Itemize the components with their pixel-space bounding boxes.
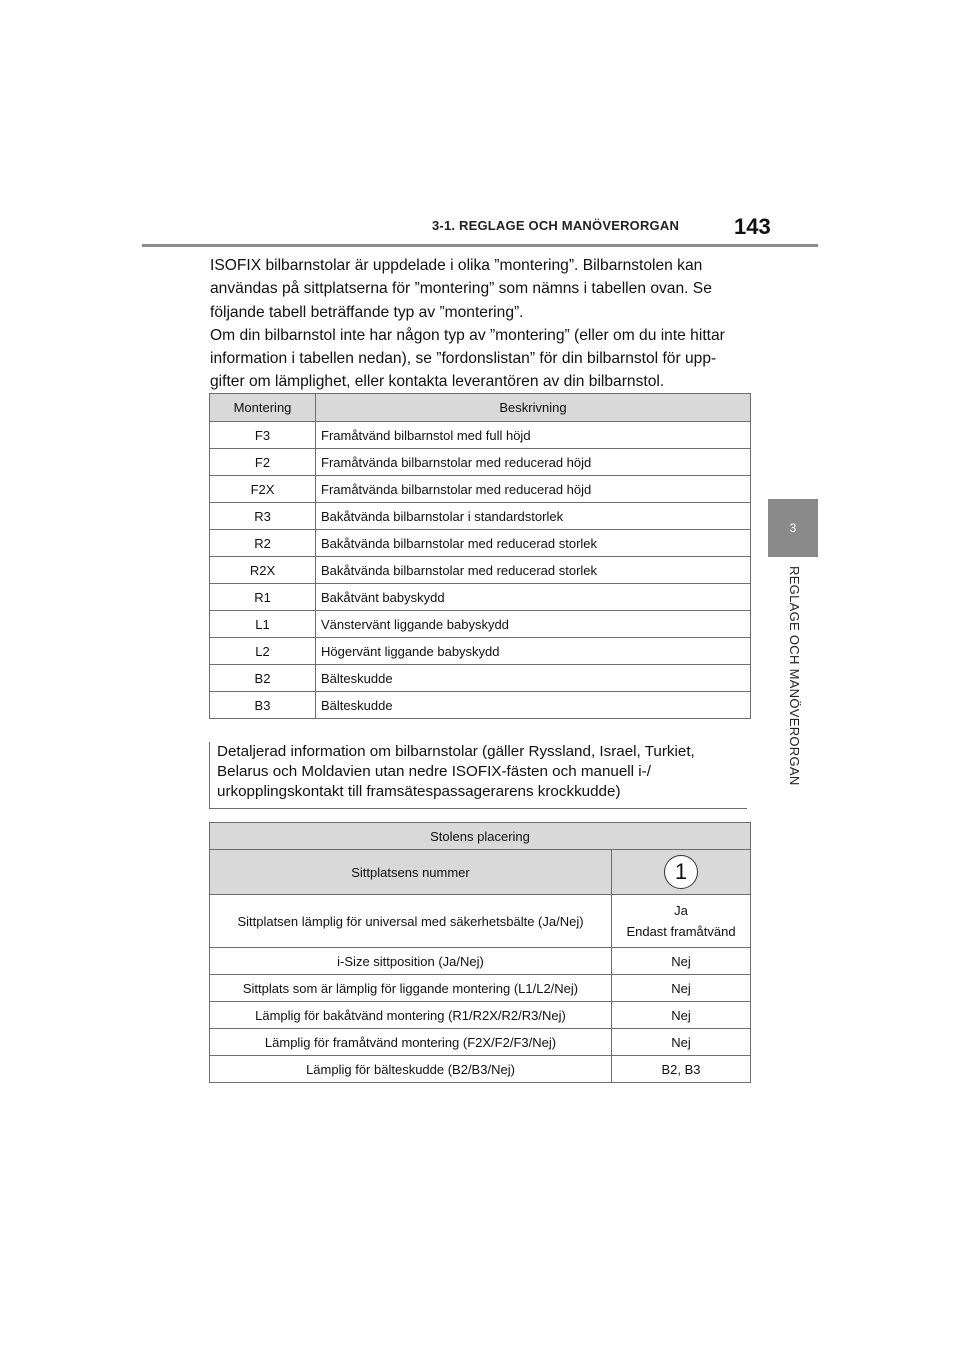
mounting-description: Bakåtvända bilbarnstolar med reducerad storlek: [316, 530, 751, 557]
mounting-description: Framåtvända bilbarnstolar med reducerad höjd: [316, 449, 751, 476]
table-row: [210, 895, 751, 948]
detail-note: [209, 742, 747, 809]
seat-row-value: Nej: [612, 975, 751, 1002]
table-row: [210, 530, 751, 557]
mounting-description: Högervänt liggande babyskydd: [316, 638, 751, 665]
mounting-description: Bakåtvänt babyskydd: [316, 584, 751, 611]
mounting-code: R1: [210, 584, 316, 611]
table-row: [210, 975, 751, 1002]
table-row: [210, 557, 751, 584]
mounting-table: [209, 393, 751, 719]
mounting-code: L1: [210, 611, 316, 638]
table-row: [210, 584, 751, 611]
note-line: urkopplingskontakt till framsätespassagerarens krockkudde): [217, 783, 621, 800]
column-header-beskrivning: Beskrivning: [316, 394, 751, 422]
mounting-description: Bakåtvända bilbarnstolar i standardstorlek: [316, 503, 751, 530]
seat-row-value: Nej: [612, 1029, 751, 1056]
table-header-row: [210, 823, 751, 850]
seat-row-value: Nej: [612, 948, 751, 975]
seat-placement-table: [209, 822, 751, 1083]
intro-line: information i tabellen nedan), se ”fordonslistan” för din bilbarnstol för upp-: [210, 350, 717, 368]
table-row: [210, 422, 751, 449]
mounting-description: Framåtvänd bilbarnstol med full höjd: [316, 422, 751, 449]
intro-paragraph-2: [210, 324, 758, 394]
intro-line: följande tabell beträffande typ av ”montering”.: [210, 303, 524, 321]
mounting-description: Bälteskudde: [316, 665, 751, 692]
intro-line: Om din bilbarnstol inte har någon typ av ”montering” (eller om du inte hittar: [210, 326, 725, 344]
mounting-code: F2X: [210, 476, 316, 503]
intro-text: [210, 254, 758, 394]
table-row: [210, 1002, 751, 1029]
intro-line: ISOFIX bilbarnstolar är uppdelade i olika ”montering”. Bilbarnstolen kan: [210, 257, 703, 274]
mounting-code: L2: [210, 638, 316, 665]
seat-row-value: B2, B3: [612, 1056, 751, 1083]
mounting-description: Framåtvända bilbarnstolar med reducerad höjd: [316, 476, 751, 503]
section-title: 3-1. REGLAGE OCH MANÖVERORGAN: [432, 218, 680, 233]
seat-number-cell: [612, 850, 751, 895]
table-row: [210, 1029, 751, 1056]
table-row: [210, 1056, 751, 1083]
mounting-code: F2: [210, 449, 316, 476]
table-row: [210, 948, 751, 975]
mounting-code: R2X: [210, 557, 316, 584]
seat-row-value: Nej: [612, 1002, 751, 1029]
header-divider: [142, 244, 818, 247]
seat-row-label: Lämplig för bälteskudde (B2/B3/Nej): [210, 1056, 612, 1083]
seat-row-label: Sittplats som är lämplig för liggande montering (L1/L2/Nej): [210, 975, 612, 1002]
mounting-description: Bälteskudde: [316, 692, 751, 719]
mounting-code: F3: [210, 422, 316, 449]
chapter-side-label: [785, 566, 805, 826]
mounting-code: R3: [210, 503, 316, 530]
table-row: [210, 665, 751, 692]
seat-row-value: [612, 895, 751, 948]
seat-row-label: i-Size sittposition (Ja/Nej): [210, 948, 612, 975]
column-header-montering: Montering: [210, 394, 316, 422]
intro-paragraph-1: [210, 254, 758, 324]
intro-line: gifter om lämplighet, eller kontakta leverantören av din bilbarnstol.: [210, 373, 665, 391]
seat-value-line: Endast framåtvänd: [626, 924, 736, 939]
note-line: Detaljerad information om bilbarnstolar (gäller Ryssland, Israel, Turkiet,: [217, 743, 695, 760]
seat-number-row: [210, 850, 751, 895]
table-row: [210, 449, 751, 476]
mounting-code: R2: [210, 530, 316, 557]
mounting-description: Bakåtvända bilbarnstolar med reducerad storlek: [316, 557, 751, 584]
chapter-tab: [768, 499, 818, 557]
intro-line: användas på sittplatserna för ”montering” som nämns i tabellen ovan. Se: [210, 280, 712, 298]
mounting-code: B2: [210, 665, 316, 692]
seat-value-line: Ja: [674, 903, 688, 918]
seat-row-label: Lämplig för bakåtvänd montering (R1/R2X/R2/R3/Nej): [210, 1002, 612, 1029]
mounting-description: Vänstervänt liggande babyskydd: [316, 611, 751, 638]
chapter-number: 3: [789, 521, 797, 535]
table-row: [210, 476, 751, 503]
chapter-title: REGLAGE OCH MANÖVERORGAN: [787, 566, 802, 786]
table-row: [210, 692, 751, 719]
seat-row-label: Lämplig för framåtvänd montering (F2X/F2/F3/Nej): [210, 1029, 612, 1056]
note-line: Belarus och Moldavien utan nedre ISOFIX-fästen och manuell i-/: [217, 763, 651, 780]
seat-number-label: Sittplatsens nummer: [210, 850, 612, 895]
seat-number-circle: 1: [664, 855, 698, 889]
page-number: 143: [734, 214, 771, 239]
seat-table-header: Stolens placering: [210, 823, 751, 850]
seat-row-label: Sittplatsen lämplig för universal med säkerhetsbälte (Ja/Nej): [210, 895, 612, 948]
table-header-row: [210, 394, 751, 422]
table-row: [210, 611, 751, 638]
table-row: [210, 638, 751, 665]
mounting-code: B3: [210, 692, 316, 719]
table-row: [210, 503, 751, 530]
